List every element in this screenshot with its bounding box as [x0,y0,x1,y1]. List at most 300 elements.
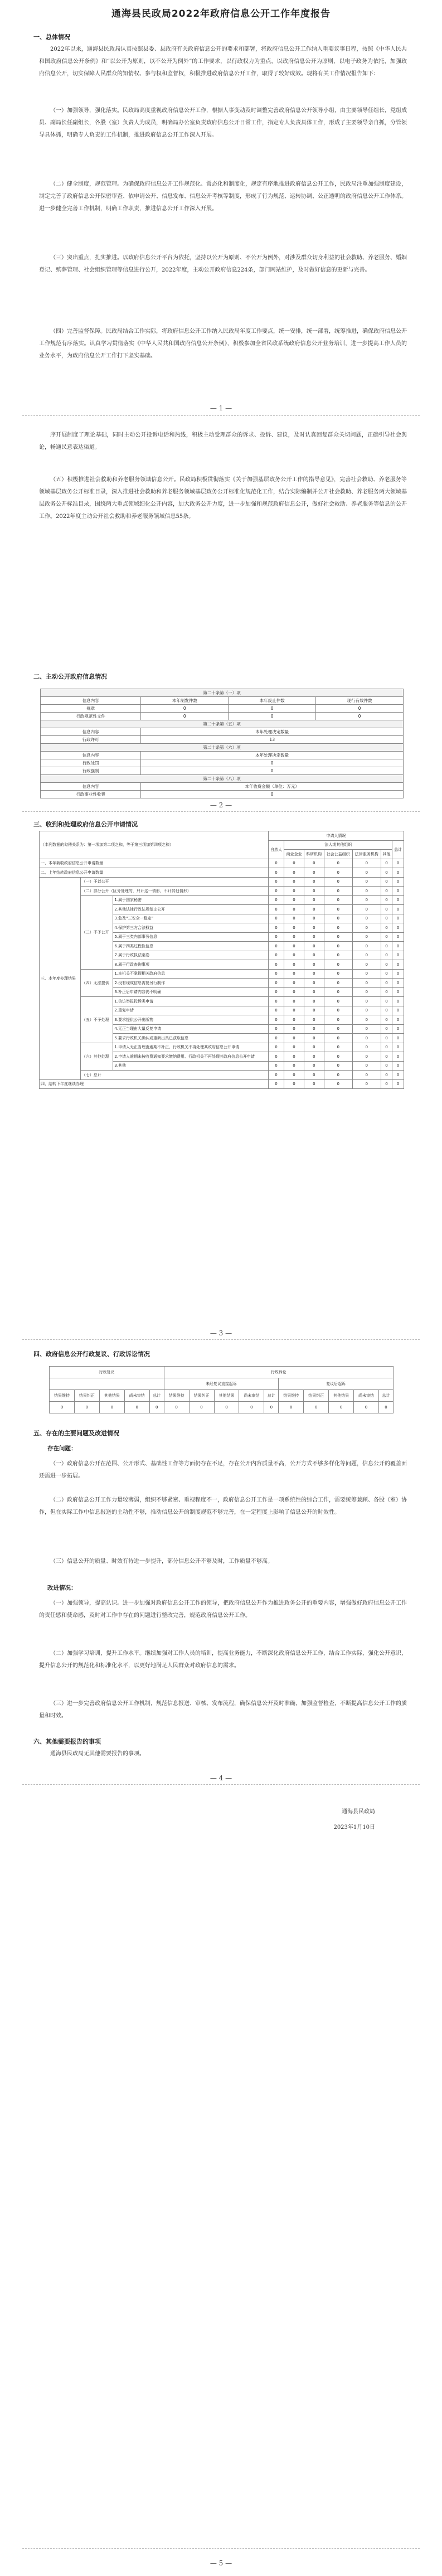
signature-org: 通海县民政局 [342,1809,375,1815]
count-cell: 0 [324,859,352,868]
row-label: 一、本年新收政府信息公开申请数量 [40,859,269,868]
count-cell: 0 [304,1006,324,1015]
count-cell: 0 [392,997,404,1006]
result-col-header: 结果维持 [50,1390,75,1402]
count-cell: 0 [324,942,352,951]
count-cell: 0 [284,1052,304,1062]
count-cell: 0 [381,1024,392,1034]
count-cell: 0 [264,1402,279,1413]
section1-paragraph-5: （四）完善监督保障。民政局结合工作实际，将政府信息公开工作纳入民政局年度工作要点，统一安排，统一部署，统筹推进，确保政府信息公开工作规范有序落实。认真学习贯彻落实《中华人民共和国政府信息公开条例》，积极参加全省民政系统政府信息公开业务培训，进一步提高工作人员的业务水平，为政府信息公开工作打下坚实基础。 [39,328,407,359]
count-cell: 0 [392,1052,404,1062]
applicant-header: 申请人情况 [268,831,404,841]
count-cell: 0 [352,1034,381,1043]
count-cell: 0 [304,997,324,1006]
count-cell: 0 [50,1402,75,1413]
count-cell: 0 [352,877,381,887]
count-cell: 0 [324,1071,352,1080]
count-cell: 0 [392,1006,404,1015]
count-cell: 0 [352,960,381,970]
count-cell: 0 [304,1079,324,1089]
count-cell: 0 [392,932,404,942]
page-divider [22,1339,420,1340]
count-cell: 0 [381,1006,392,1015]
problem-3: （三）信息公开的质量、时效有待进一步提升，部分信息公开不够及时，工作质量不够高。 [50,1558,273,1565]
section4-heading: 四、政府信息公开行政复议、行政诉讼情况 [33,1350,150,1358]
count-cell: 0 [352,1079,381,1089]
count-cell: 0 [284,1006,304,1015]
count-cell: 0 [304,859,324,868]
group-label: 三、本年度办理结果 [40,877,81,1079]
count-cell: 0 [284,1034,304,1043]
count-cell: 0 [324,932,352,942]
improve-heading: 改进情况： [47,1585,77,1591]
count-cell: 0 [392,1071,404,1080]
head-cell: 信息内容 [41,728,141,736]
count-cell: 0 [381,1079,392,1089]
section1-paragraph-3: （二）健全制度，规范管理。为确保政府信息公开工作规范化、常态化和制度化，规定有序地推进政府信息公开工作，民政局注重加强制度建设，制定完善了政府信息公开保密审查、依申请公开、信息发布、信息公开考核等制度，形成了行为规范、运转协调、公正透明的政府信息公开工作体系。进一步健全完善工作机制，明确工作职责，推进信息公开工作深入开展。 [39,181,407,212]
count-cell: 0 [381,877,392,887]
result-col-header: 尚未审结 [239,1390,264,1402]
count-cell: 0 [284,877,304,887]
count-cell: 0 [324,1079,352,1089]
count-cell: 0 [268,960,284,970]
row-label: 8.属于行政查询事项 [113,960,269,970]
count-cell: 0 [284,914,304,923]
count-cell: 0 [381,932,392,942]
count-cell: 0 [304,914,324,923]
row-label: 3.其他 [113,1061,269,1071]
count-cell: 0 [304,1043,324,1052]
count-cell: 0 [324,1061,352,1071]
count-cell: 0 [304,951,324,960]
count-cell: 0 [268,932,284,942]
row-label: 3.补正后申请内容仍不明确 [113,987,269,997]
count-cell: 0 [324,923,352,933]
count-cell: 0 [304,923,324,933]
review-litigation-table [49,1366,394,1413]
row-label: 1.申请人无正当理由逾期不补正、行政机关不再处理其政府信息公开申请 [113,1043,269,1052]
row-label: 7.属于行政执法案卷 [113,951,269,960]
count-cell: 0 [124,1402,149,1413]
table-cell: 0 [229,705,316,713]
table-cell: 0 [141,705,229,713]
natural-person-header: 自然人 [268,840,284,859]
count-cell: 0 [284,1015,304,1025]
count-cell: 0 [324,1052,352,1062]
head-cell: 本年制发件数 [141,697,229,705]
count-cell: 0 [324,969,352,979]
count-cell: 0 [381,979,392,988]
count-cell: 0 [392,1024,404,1034]
count-cell: 0 [392,1043,404,1052]
result-col-header: 结果纠正 [304,1390,329,1402]
section1-paragraph-6: 序开展制度了理论基础，同时主动公开投诉电话和热线，积极主动受理群众的诉求、投诉、建议，及时认真回复群众关切问题，正确引导社会舆论，畅通民意表达渠道。 [39,432,407,451]
table-cell: 13 [141,736,404,744]
count-cell: 0 [379,1402,394,1413]
subgroup-label: （四）无法提供 [80,969,113,997]
head-cell: 现行有效件数 [316,697,404,705]
table-cell: 0 [141,759,404,767]
section1-heading: 一、总体情况 [33,33,70,41]
count-cell: 0 [324,1024,352,1034]
document-title: 通海县民政局2022年政府信息公开工作年度报告 [111,8,331,20]
count-cell: 0 [268,887,284,896]
count-cell: 0 [381,887,392,896]
count-cell: 0 [352,1052,381,1062]
head-cell: 本年收费金额（单位：万元） [141,783,404,791]
row-label: 5.要求行政机关确认或重新出具已获取信息 [113,1034,269,1043]
row-label: 3.危及“三安全一稳定” [113,914,269,923]
row-label: 2.其他法律行政法规禁止公开 [113,905,269,914]
count-cell: 0 [268,868,284,878]
count-cell: 0 [381,951,392,960]
count-cell: 0 [324,895,352,905]
table-cell: 0 [141,767,404,775]
count-cell: 0 [284,859,304,868]
improve-3: （三）进一步完善政府信息公开工作机制，规范信息报送、审核、发布流程，确保信息公开及时准确，加强监督检查，不断提高信息公开工作的质量和时效。 [39,1701,407,1719]
count-cell: 0 [304,1024,324,1034]
count-cell: 0 [381,997,392,1006]
table-cell: 0 [316,705,404,713]
band-3: 第二十条第（六）项 [41,744,404,752]
result-col-header: 结果维持 [279,1390,304,1402]
section3-heading: 三、收到和处理政府信息公开申请情况 [33,821,138,828]
page-number-5: — 5 — [210,2559,232,2567]
result-col-header: 结果维持 [164,1390,189,1402]
count-cell: 0 [381,868,392,878]
count-cell: 0 [381,1015,392,1025]
row-label: 4.保护第三方合法权益 [113,923,269,933]
table-cell: 规章 [41,705,141,713]
count-cell: 0 [304,987,324,997]
section1-paragraph-1: 2022年以来，通海县民政局认真按照县委、县政府有关政府信息公开的要求和部署，将政府信息公开工作纳入重要议事日程，按照《中华人民共和国政府信息公开条例》和“以公开为原则，以不公开为例外”的工作要求，以行政权力为重点，以政府信息公开为原则，以电子政务为依托，加强政府信息公开，切实保障人民群众的知情权、参与权和监督权，积极推进政府信息公开工作，取得了较好成效。现将有关工作情况报告如下： [39,46,407,77]
count-cell: 0 [392,987,404,997]
page-divider [22,811,420,812]
count-cell: 0 [268,914,284,923]
head-cell: 信息内容 [41,783,141,791]
count-cell: 0 [304,895,324,905]
table-cell: 0 [316,713,404,720]
count-cell: 0 [392,914,404,923]
result-col-header: 结果纠正 [74,1390,99,1402]
count-cell: 0 [352,979,381,988]
section5-heading: 五、存在的主要问题及改进情况 [33,1430,119,1437]
problem-2: （二）政府信息公开工作力量较薄弱，组织不够紧密、重视程度不一，政府信息公开工作是一项系统性的综合工作，需要统筹兼顾、各股（室）协作，但在实际工作中信息报送的主动性不够，推动信息公开的制度规范不够完善，在一定程度上影响了信息公开的时效性。 [39,1497,407,1515]
table-cell: 行政规范性文件 [41,713,141,720]
count-cell: 0 [189,1402,214,1413]
row-label: 1.属于国家秘密 [113,895,269,905]
legal-person-header: 法人或其他组织 [284,840,392,850]
count-cell: 0 [392,1015,404,1025]
page-number-1: — 1 — [210,404,232,412]
band-1: 第二十条第（一）项 [41,689,404,697]
signature-date: 2023年1月10日 [333,1824,375,1831]
after-review-header: 复议后起诉 [279,1378,394,1390]
count-cell: 0 [381,905,392,914]
count-cell: 0 [381,960,392,970]
count-cell: 0 [381,1052,392,1062]
count-cell: 0 [324,914,352,923]
head-cell: 信息内容 [41,697,141,705]
legal-col: 商业企业 [284,850,304,859]
count-cell: 0 [352,1006,381,1015]
result-col-header: 其他结果 [329,1390,354,1402]
row-label: 5.属于三类内部事务信息 [113,932,269,942]
count-cell: 0 [392,942,404,951]
count-cell: 0 [352,887,381,896]
legal-col: 其他 [381,850,392,859]
count-cell: 0 [304,942,324,951]
count-cell: 0 [279,1402,304,1413]
result-col-header: 总计 [379,1390,394,1402]
count-cell: 0 [381,923,392,933]
count-cell: 0 [381,1043,392,1052]
count-cell: 0 [324,1015,352,1025]
count-cell: 0 [352,997,381,1006]
count-cell: 0 [268,905,284,914]
count-cell: 0 [284,1079,304,1089]
count-cell: 0 [284,868,304,878]
row-label: 2.申请人逾期未按收费通知要求缴纳费用、行政机关不再处理其政府信息公开申请 [113,1052,269,1062]
count-cell: 0 [304,1061,324,1071]
table-cell: 行政许可 [41,736,141,744]
count-cell: 0 [352,1061,381,1071]
count-cell: 0 [284,895,304,905]
count-cell: 0 [392,960,404,970]
count-cell: 0 [324,960,352,970]
active-disclosure-table [40,689,404,798]
count-cell: 0 [381,987,392,997]
row-label: 四、结转下年度继续办理 [40,1079,269,1089]
count-cell: 0 [284,1061,304,1071]
count-cell: 0 [268,969,284,979]
count-cell: 0 [381,942,392,951]
count-cell: 0 [324,905,352,914]
subgroup-label: （五）不予处理 [80,997,113,1043]
count-cell: 0 [284,960,304,970]
row-label: 4.无正当理由大量反复申请 [113,1024,269,1034]
count-cell: 0 [268,1006,284,1015]
count-cell: 0 [392,905,404,914]
count-cell: 0 [284,932,304,942]
application-table [39,831,404,1089]
count-cell: 0 [284,969,304,979]
count-cell: 0 [324,1034,352,1043]
count-cell: 0 [268,1079,284,1089]
count-cell: 0 [284,942,304,951]
page-divider [22,1784,420,1785]
count-cell: 0 [352,969,381,979]
count-cell: 0 [352,932,381,942]
improve-1: （一）加强领导，提高认识。进一步加强对政府信息公开工作的领导，把政府信息公开作为推进政务公开的重要内容，增强做好政府信息公开工作的责任感和使命感，及时对工作中存在的问题进行整改完善，规范政府信息公开工作。 [39,1600,407,1619]
legal-col: 法律服务机构 [352,850,381,859]
legal-col: 社会公益组织 [324,850,352,859]
count-cell: 0 [99,1402,124,1413]
count-cell: 0 [268,987,284,997]
count-cell: 0 [284,923,304,933]
page-number-2: — 2 — [210,801,232,809]
count-cell: 0 [268,1034,284,1043]
count-cell: 0 [268,942,284,951]
count-cell: 0 [284,887,304,896]
count-cell: 0 [392,951,404,960]
row-label: 2.重复申请 [113,1006,269,1015]
subgroup-label: （六）其他处理 [80,1043,113,1071]
count-cell: 0 [304,969,324,979]
review-header: 行政复议 [50,1367,164,1378]
section2-heading: 二、主动公开政府信息情况 [33,673,107,680]
problem-1: （一）政府信息公开在范围、公开形式、基础性工作等方面仍存在不足，存在公开内容质量不高，公开方式不够多样化等问题，信息公开的覆盖面还需进一步拓展。 [39,1461,407,1479]
table-cell: 0 [141,713,229,720]
count-cell: 0 [268,923,284,933]
count-cell: 0 [352,1043,381,1052]
table-cell: 行政强制 [41,767,141,775]
count-cell: 0 [304,1034,324,1043]
count-cell: 0 [268,1015,284,1025]
count-cell: 0 [381,914,392,923]
count-cell: 0 [304,1071,324,1080]
count-cell: 0 [304,887,324,896]
row-label: 3.要求提供公开出版物 [113,1015,269,1025]
count-cell: 0 [304,905,324,914]
result-col-header: 其他结果 [99,1390,124,1402]
row-label: 1.本机关不掌握相关政府信息 [113,969,269,979]
count-cell: 0 [352,951,381,960]
count-cell: 0 [268,951,284,960]
row-label: （二）部分公开（区分处理的，只计这一情形，不计其他情形） [80,887,268,896]
total-header: 总计 [392,840,404,859]
count-cell: 0 [268,859,284,868]
count-cell: 0 [164,1402,189,1413]
head-cell: 本年废止件数 [229,697,316,705]
count-cell: 0 [354,1402,379,1413]
table-cell: 行政事业性收费 [41,791,141,798]
count-cell: 0 [304,1015,324,1025]
page-divider [22,2548,420,2549]
count-cell: 0 [268,1024,284,1034]
count-cell: 0 [324,1043,352,1052]
row-label: 2.没有现成信息需要另行制作 [113,979,269,988]
result-col-header: 其他结果 [214,1390,239,1402]
count-cell: 0 [284,951,304,960]
row-label: 二、上年结转政府信息公开申请数量 [40,868,269,878]
section1-paragraph-7: （五）积极推进社会救助和养老服务领域信息公开。民政局积极贯彻落实《关于加强基层政务公开工作的指导意见》，完善社会救助、养老服务等领域基层政务公开标准目录，深入推进社会救助和养老服务领域基层政务公开标准化规范化工作，结合实际编制并公开社会救助、养老服务两大领域基层政务公开标准目录，围绕两大重点领域细化公开内容，加大政务公开力度，进一步加强和规范政府信息公开，做好社会救助、养老服务等信息的公开工作。2022年度主动公开社会救助和养老服务领域信息55条。 [39,477,407,520]
result-col-header: 总计 [149,1390,164,1402]
count-cell: 0 [324,979,352,988]
table-cell: 行政处罚 [41,759,141,767]
count-cell: 0 [352,895,381,905]
count-cell: 0 [381,1034,392,1043]
result-col-header: 尚未审结 [354,1390,379,1402]
count-cell: 0 [352,859,381,868]
not-review-header: 未经复议直接起诉 [164,1378,279,1390]
count-cell: 0 [324,868,352,878]
count-cell: 0 [392,1034,404,1043]
count-cell: 0 [304,877,324,887]
count-cell: 0 [381,969,392,979]
result-col-header: 尚未审结 [124,1390,149,1402]
section6-heading: 六、其他需要报告的事项 [33,1738,101,1745]
count-cell: 0 [268,895,284,905]
count-cell: 0 [352,914,381,923]
page-number-4: — 4 — [210,1774,232,1782]
count-cell: 0 [392,969,404,979]
count-cell: 0 [268,979,284,988]
row-label: 6.属于四类过程性信息 [113,942,269,951]
count-cell: 0 [381,1071,392,1080]
page-divider [22,415,420,417]
count-cell: 0 [324,987,352,997]
count-cell: 0 [304,979,324,988]
count-cell: 0 [268,1052,284,1062]
section1-paragraph-2: （一）加强领导，强化落实。民政局高度重视政府信息公开工作，根据人事变动及时调整完善政府信息公开领导小组，由主要领导任组长，党组成员、副局长任副组长，各股（室）负责人为成员，明确局办公室负责政府信息公开日常工作，指定专人负责具体工作，形成了主要领导亲自抓，分管领导具体抓，明确专人负责的工作机制，推进政府信息公开工作深入开展。 [39,108,407,138]
count-cell: 0 [352,1024,381,1034]
count-cell: 0 [392,979,404,988]
count-cell: 0 [392,877,404,887]
count-cell: 0 [304,932,324,942]
count-cell: 0 [304,868,324,878]
corner-note: （本列数据的勾稽关系为：第一项加第二项之和，等于第三项加第四项之和） [40,831,269,859]
section1-paragraph-4: （三）突出重点，扎实推进。以政府信息公开平台为依托，坚持以公开为原则、不公开为例外，对涉及群众切身利益的社会救助、养老服务、婚姻登记、殡葬管理、社会组织管理等信息进行公开，2022年度，主动公开政府信息224条，部门网站维护，及时做好信息的更新与完善。 [39,255,407,273]
count-cell: 0 [268,997,284,1006]
result-col-header: 结果纠正 [189,1390,214,1402]
count-cell: 0 [304,1402,329,1413]
count-cell: 0 [392,859,404,868]
count-cell: 0 [324,997,352,1006]
count-cell: 0 [74,1402,99,1413]
count-cell: 0 [284,997,304,1006]
count-cell: 0 [284,1071,304,1080]
table-cell: 0 [141,791,404,798]
row-label: （一）予以公开 [80,877,268,887]
count-cell: 0 [352,905,381,914]
count-cell: 0 [381,859,392,868]
count-cell: 0 [324,951,352,960]
litigation-header: 行政诉讼 [164,1367,393,1378]
count-cell: 0 [329,1402,354,1413]
result-col-header: 总计 [264,1390,279,1402]
row-label: （七）总计 [80,1071,268,1080]
count-cell: 0 [149,1402,164,1413]
problems-heading: 存在问题： [47,1445,77,1452]
count-cell: 0 [324,887,352,896]
improve-2: （二）加强学习培训，提升工作水平。继续加强对工作人员的培训，提高业务能力，不断深化政府信息公开工作，结合工作实际，强化公开意识，提升信息公开的规范化和标准化水平，以更好地满足人民群众对政府信息的需求。 [39,1650,407,1669]
count-cell: 0 [392,868,404,878]
count-cell: 0 [268,1071,284,1080]
count-cell: 0 [284,987,304,997]
count-cell: 0 [284,1024,304,1034]
band-4: 第二十条第（八）项 [41,775,404,783]
row-label: 1.信访举报投诉类申请 [113,997,269,1006]
legal-col: 科研机构 [304,850,324,859]
count-cell: 0 [284,979,304,988]
count-cell: 0 [268,877,284,887]
count-cell: 0 [268,1061,284,1071]
count-cell: 0 [352,1071,381,1080]
count-cell: 0 [324,877,352,887]
count-cell: 0 [381,895,392,905]
table-cell: 0 [229,713,316,720]
count-cell: 0 [268,1043,284,1052]
count-cell: 0 [392,923,404,933]
count-cell: 0 [392,1061,404,1071]
count-cell: 0 [239,1402,264,1413]
count-cell: 0 [352,1015,381,1025]
count-cell: 0 [304,1052,324,1062]
count-cell: 0 [392,887,404,896]
count-cell: 0 [392,1079,404,1089]
head-cell: 信息内容 [41,752,141,759]
